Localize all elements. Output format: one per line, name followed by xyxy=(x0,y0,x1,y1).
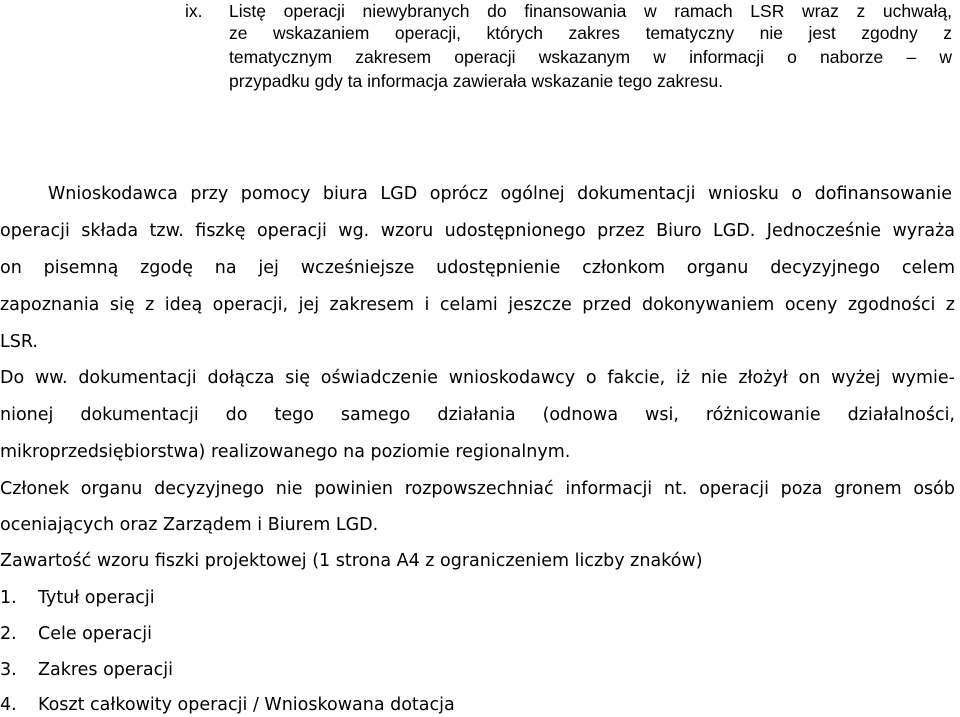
paragraph-line: operacji składa tzw. fiszkę operacji wg. wzoru udostępnionego przez Biuro LGD. Jednocześnie wyraża xyxy=(0,221,955,241)
item-ix-line: ze wskazaniem operacji, których zakres tematyczny nie jest zgodny z xyxy=(229,23,952,43)
paragraph-line: Członek organu decyzyjnego nie powinien rozpowszechniać informacji nt. operacji poza gronem osób xyxy=(0,479,955,499)
paragraph-line: zapoznania się z ideą operacji, jej zakresem i celami jeszcze przed dokonywaniem oceny zgodności z xyxy=(0,295,955,315)
list-text: Cele operacji xyxy=(38,624,153,644)
paragraph-line: oceniających oraz Zarządem i Biurem LGD. xyxy=(0,515,379,535)
paragraph-line: nionej dokumentacji do tego samego działania (odnowa wsi, różnicowanie działalności, xyxy=(0,405,955,425)
list-text: Koszt całkowity operacji / Wnioskowana dotacja xyxy=(38,695,455,715)
paragraph-line: on pisemną zgodę na jej wcześniejsze udostępnienie członkom organu decyzyjnego celem xyxy=(0,258,955,278)
list-text: Tytuł operacji xyxy=(38,588,155,608)
list-marker: ix. xyxy=(185,1,203,21)
list-text: Zakres operacji xyxy=(38,660,173,680)
list-number: 3. xyxy=(0,660,17,680)
paragraph-line: mikroprzedsiębiorstwa) realizowanego na poziomie regionalnym. xyxy=(0,442,571,462)
paragraph-line: Do ww. dokumentacji dołącza się oświadczenie wnioskodawcy o fakcie, iż nie złożył on wyżej wymie- xyxy=(0,368,955,388)
list-number: 2. xyxy=(0,624,17,644)
list-number: 1. xyxy=(0,588,17,608)
item-ix-line: Listę operacji niewybranych do finansowania w ramach LSR wraz z uchwałą, xyxy=(229,1,952,21)
item-ix-line: tematycznym zakresem operacji wskazanym w informacji o naborze – w xyxy=(229,47,952,67)
paragraph-line: Wnioskodawca przy pomocy biura LGD oprócz ogólnej dokumentacji wniosku o dofinansowanie xyxy=(48,184,952,204)
item-ix-line: przypadku gdy ta informacja zawierała wskazanie tego zakresu. xyxy=(229,71,724,91)
list-number: 4. xyxy=(0,695,17,715)
paragraph-zawartosc: Zawartość wzoru fiszki projektowej (1 strona A4 z ograniczeniem liczby znaków) xyxy=(0,551,703,571)
paragraph-line: LSR. xyxy=(0,332,38,352)
